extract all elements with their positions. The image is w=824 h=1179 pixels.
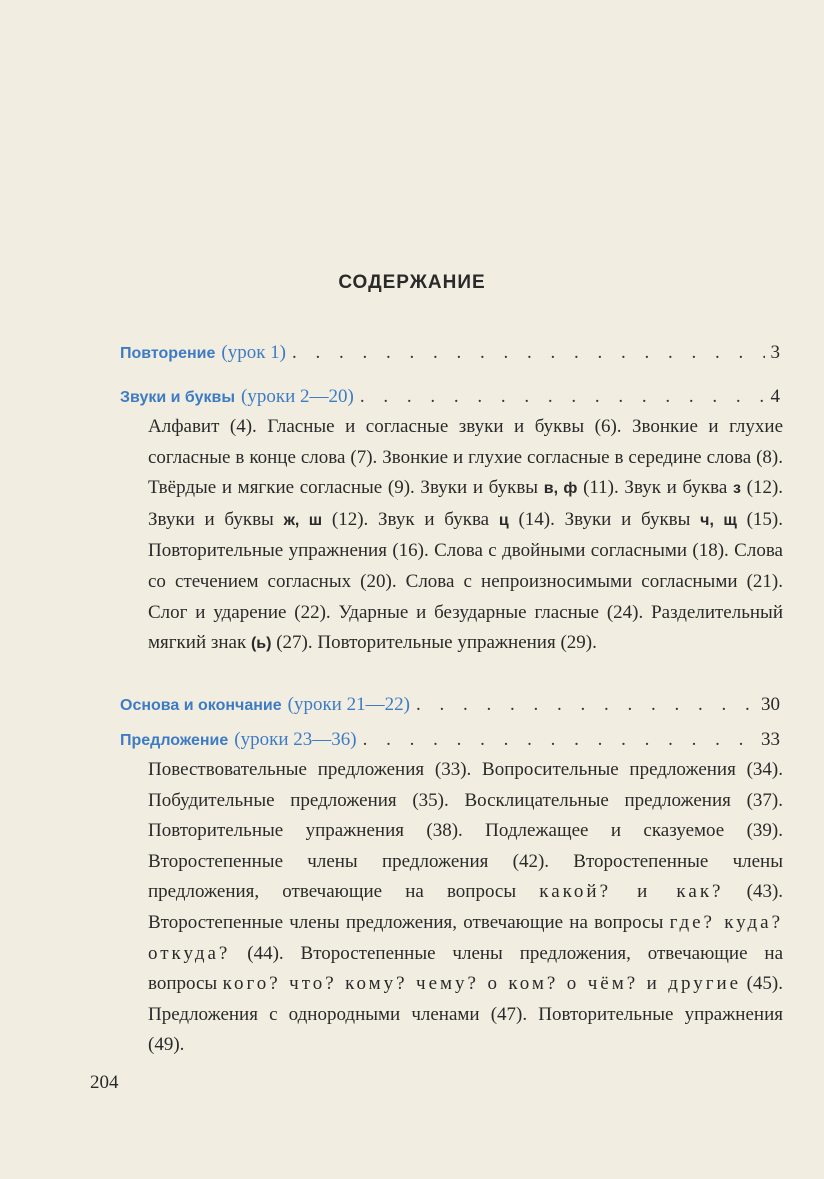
toc-entry-lessons: (урок 1) [221,342,287,363]
toc-description-sounds [148,412,783,660]
letter-highlight: ж, ш [283,511,323,529]
toc-entry-lessons: (уроки 23—36) [234,729,357,750]
leader-dots [363,725,755,755]
description-text: (27). Повторительные упражнения (29). [276,632,597,654]
toc-entry-name: Звуки и буквы [120,389,236,406]
description-text: (14). Звуки и буквы [518,508,691,530]
toc-entry-page: 4 [770,386,780,407]
toc-entry-lessons: (уроки 21—22) [287,694,410,715]
letter-highlight: в, ф [543,480,578,498]
toc-entry-sentence[interactable] [120,725,780,756]
question-words: где? куда? откуда? [148,911,784,964]
toc-entry-name: Основа и окончание [120,697,282,714]
letter-highlight: з [733,480,741,498]
letter-highlight: ц [498,511,509,529]
toc-entry-page: 3 [770,342,780,363]
letter-highlight: (ь) [250,635,272,653]
description-text: (45). Предложения с однородными членами (47). Повторительные упражнения (49). [148,973,784,1056]
description-text: Повествовательные предложения (33). Вопросительные предложения (34). Побудительные предложения (35). Восклицательные предложения (37). Повторительные упражнения (38). Подлежащее и сказуемое (39). Второстепенные члены предложения (42). Второстепенные члены предложения, отвечающие на вопросы [148,759,783,903]
leader-dots [416,690,755,720]
letter-highlight: ч, щ [700,511,737,529]
toc-entry-page: 33 [761,729,780,750]
description-text: (43). Второстепенные члены предложения, отвечающие на вопросы [148,881,784,933]
toc-entry-lessons: (уроки 2—20) [241,386,354,407]
leader-dots [360,382,765,412]
description-text: (12). Звук и буква [331,508,490,530]
question-words: кого? что? кому? чему? о ком? о чём? и другие [222,973,742,995]
description-text: (15). Повторительные упражнения (16). Слова с двойными согласными (18). Слова со стечением согласных (20). Слова с непроизносимыми согласными (21). Слог и ударение (22). Ударные и безударные гласные (24). Разделительный мягкий знак [148,508,784,654]
description-text: (44). Второстепенные члены предложения, отвечающие на вопросы [148,942,783,995]
page-title: СОДЕРЖАНИЕ [338,272,486,293]
toc-entry-review[interactable] [120,338,780,369]
question-words: какой? и как? [539,881,724,903]
toc-description-sentence [148,755,783,1061]
description-text: (12). Звуки и буквы [148,477,784,530]
description-text: Алфавит (4). Гласные и согласные звуки и буквы (6). Звонкие и глухие согласные в конце слова (7). Звонкие и глухие согласные в середине слова (8). Твёрдые и мягкие согласные (9). Звуки и буквы [148,416,783,499]
description-text: (11). Звук и буква [583,477,728,499]
toc-entry-sounds[interactable] [120,382,780,413]
toc-entry-name: Повторение [120,345,216,362]
toc-entry-page: 30 [761,694,780,715]
page-number: 204 [90,1072,119,1093]
leader-dots [292,338,764,368]
toc-entry-stem[interactable] [120,690,780,721]
toc-entry-name: Предложение [120,732,229,749]
